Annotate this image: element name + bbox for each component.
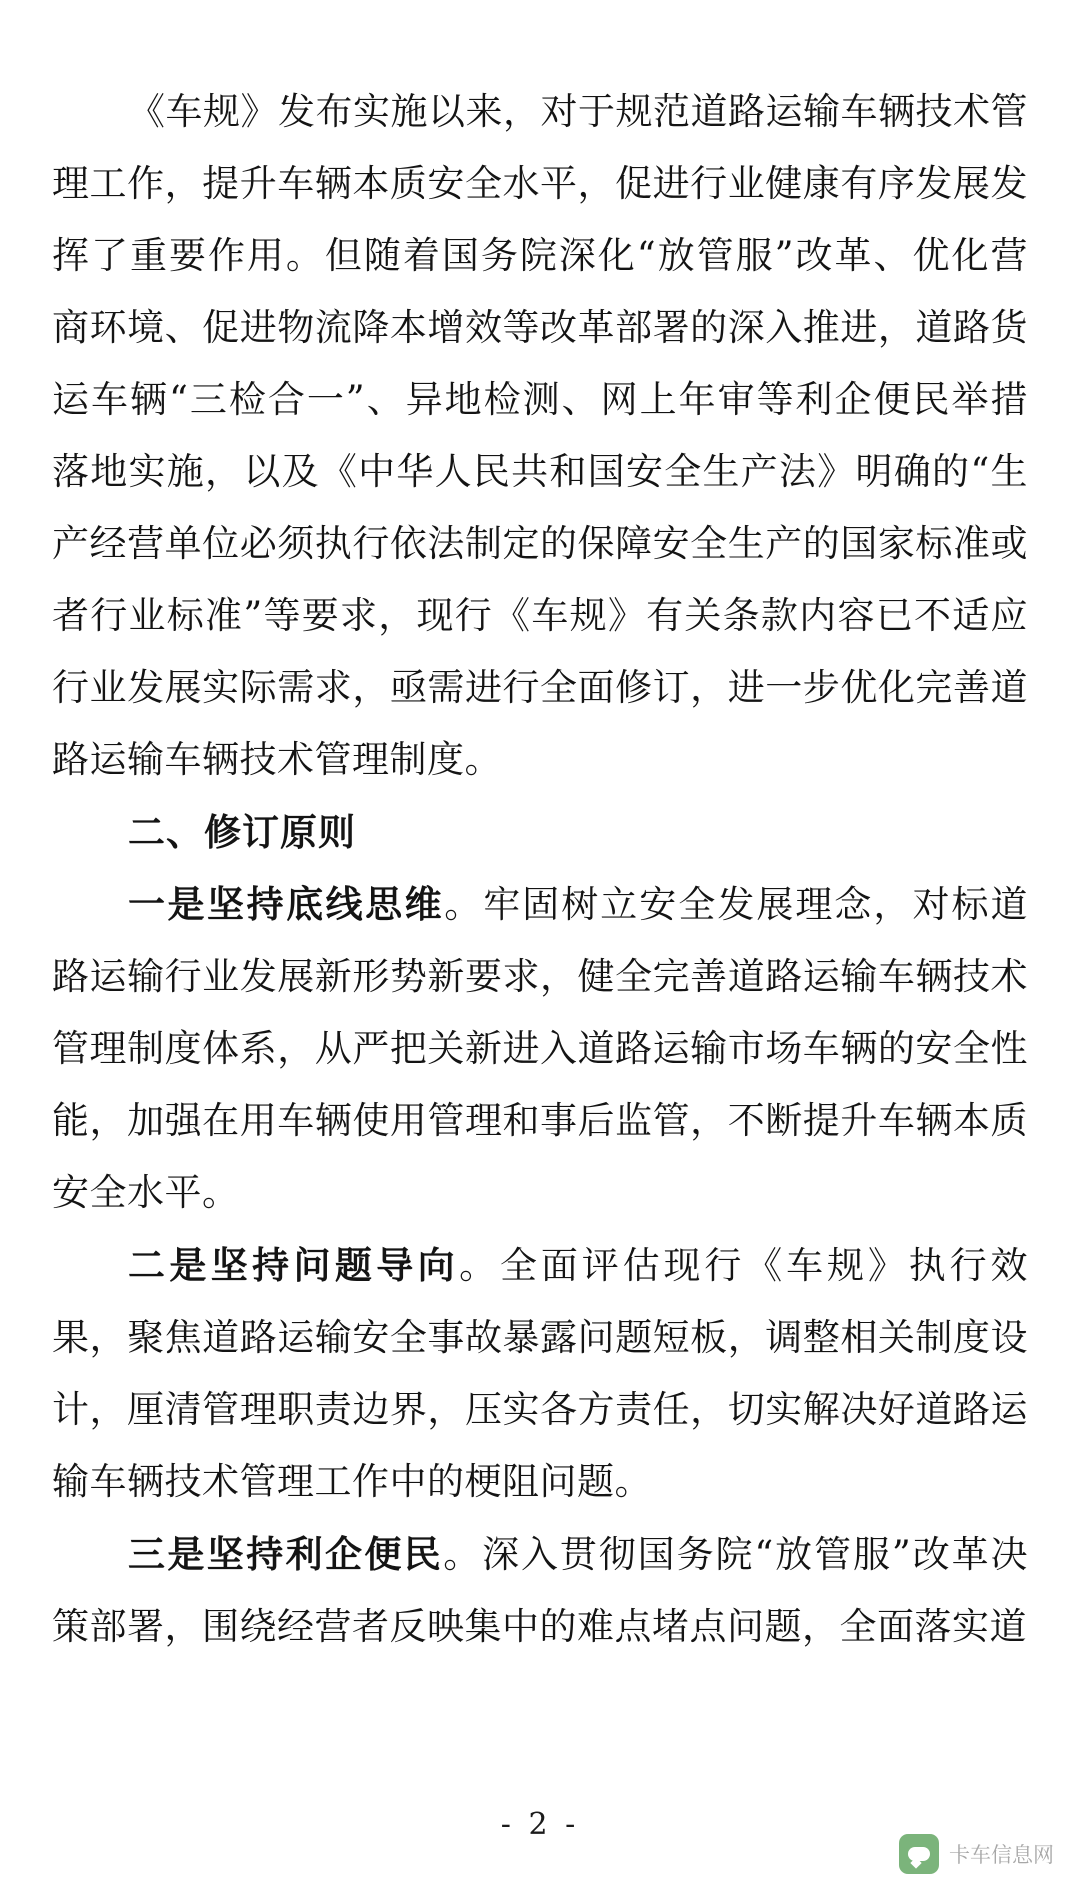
principle-3-text: 。深入贯彻国务院“放管服”改革决策部署，围绕经营者反映集中的难点堵点问题，全面落实道 bbox=[52, 1533, 1028, 1648]
watermark-label: 卡车信息网 bbox=[949, 1843, 1054, 1867]
principle-2-text: 。全面评估现行《车规》执行效果，聚焦道路运输安全事故暴露问题短板，调整相关制度设计，厘清管理职责边界，压实各方责任，切实解决好道路运输车辆技术管理工作中的梗阻问题。 bbox=[52, 1244, 1029, 1503]
wechat-badge-icon bbox=[899, 1834, 939, 1874]
section-heading-revision-principles: 二、修订原则 bbox=[128, 810, 356, 854]
principle-3-lead: 三是坚持利企便民 bbox=[128, 1532, 444, 1576]
principle-1-lead: 一是坚持底线思维 bbox=[128, 882, 445, 926]
paragraph-intro: 《车规》发布实施以来，对于规范道路运输车辆技术管理工作，提升车辆本质安全水平，促进行业健康有序发展发挥了重要作用。但随着国务院深化“放管服”改革、优化营商环境、促进物流降本增效等改革部署的深入推进，道路货运车辆“三检合一”、异地检测、网上年审等利企便民举措落地实施，以及《中华人民共和国安全生产法》明确的“生产经营单位必须执行依法制定的保障安全生产的国家标准或者行业标准”等要求，现行《车规》有关条款内容已不适应行业发展实际需求，亟需进行全面修订，进一步优化完善道路运输车辆技术管理制度。 bbox=[52, 90, 1028, 781]
watermark bbox=[899, 1834, 1054, 1874]
principle-1-text: 。牢固树立安全发展理念，对标道路运输行业发展新形势新要求，健全完善道路运输车辆技术管理制度体系，从严把关新进入道路运输市场车辆的安全性能，加强在用车辆使用管理和事后监管，不断提升车辆本质安全水平。 bbox=[52, 883, 1029, 1214]
document-body bbox=[52, 76, 1028, 1663]
principle-item-3 bbox=[52, 1518, 1028, 1663]
principle-2-lead: 二是坚持问题导向 bbox=[128, 1243, 460, 1287]
principle-item-2 bbox=[52, 1229, 1028, 1518]
page-number: - 2 - bbox=[500, 1807, 580, 1842]
principle-item-1 bbox=[52, 868, 1028, 1229]
